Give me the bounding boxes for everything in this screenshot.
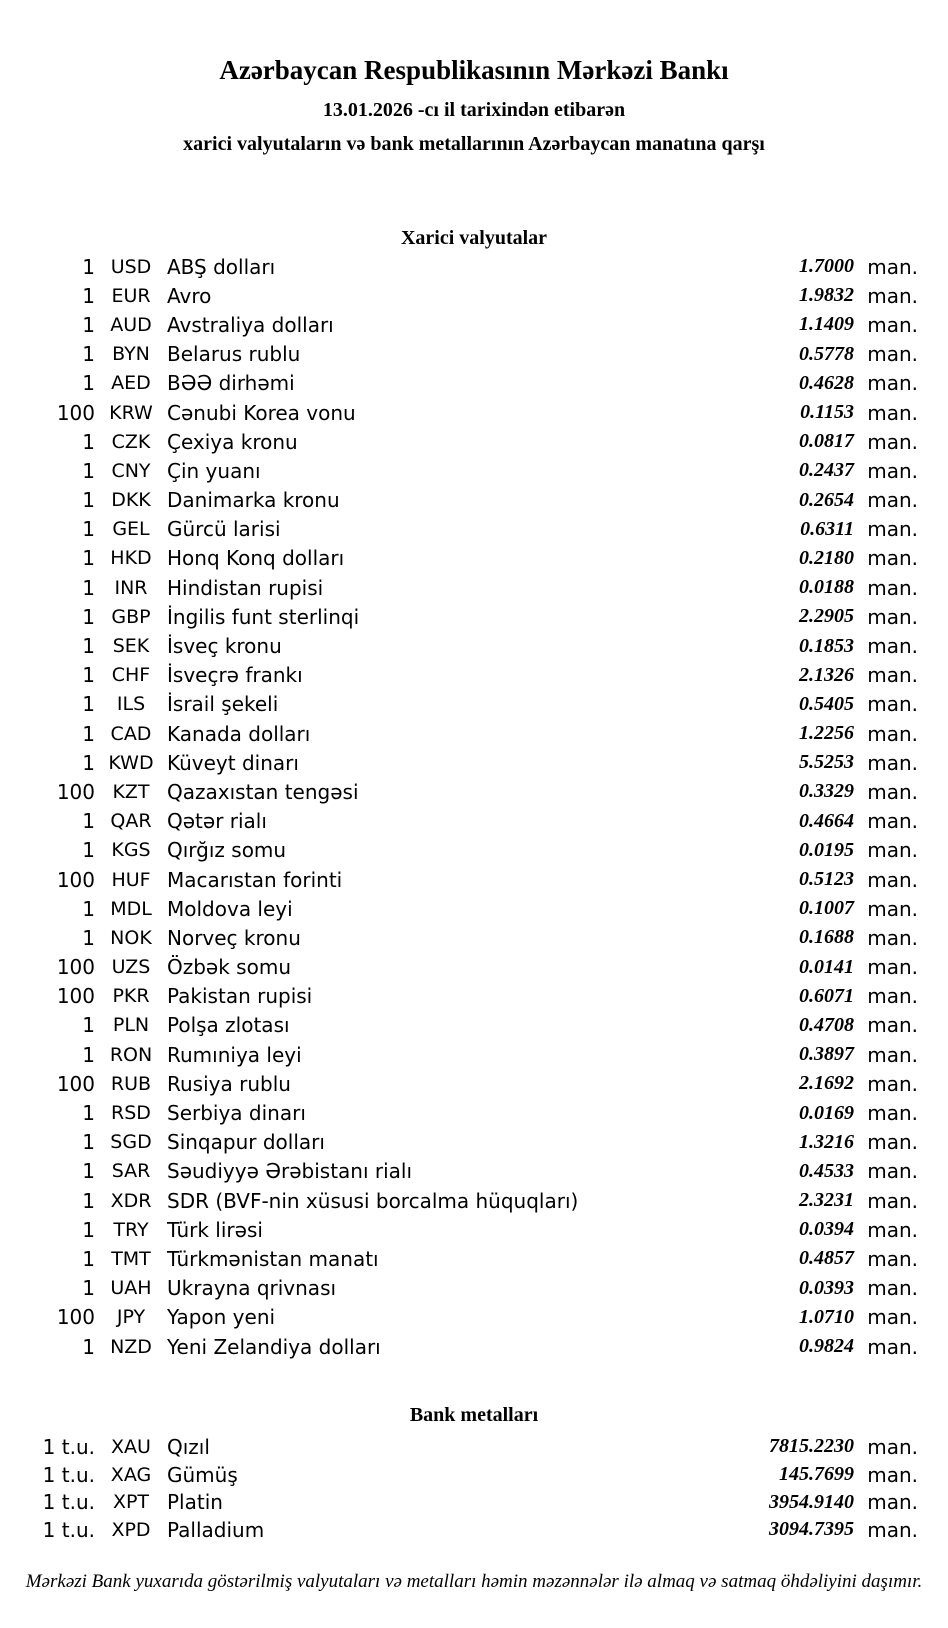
row-quantity: 1 bbox=[82, 838, 95, 863]
row-rate-value: 0.3329 bbox=[799, 780, 854, 803]
row-currency-code: MDL bbox=[110, 897, 152, 920]
row-rate-value: 1.0710 bbox=[799, 1305, 854, 1328]
row-currency-code: UZS bbox=[111, 956, 151, 979]
row-currency-code: XPD bbox=[111, 1518, 151, 1541]
row-currency-code: XAG bbox=[110, 1463, 152, 1486]
row-rate-value: 0.4664 bbox=[799, 809, 854, 832]
row-rate-value: 5.5253 bbox=[799, 751, 854, 774]
row-rate-value: 1.3216 bbox=[799, 1130, 854, 1153]
table-row bbox=[0, 690, 918, 719]
row-unit-label: man. bbox=[867, 342, 918, 367]
table-row bbox=[0, 1215, 918, 1244]
row-currency-code: XDR bbox=[110, 1189, 152, 1212]
row-currency-code: ILS bbox=[116, 693, 146, 716]
row-unit-label: man. bbox=[867, 575, 918, 600]
table-row bbox=[0, 1461, 918, 1489]
table-row bbox=[0, 1303, 918, 1332]
row-currency-code: XAU bbox=[111, 1435, 151, 1458]
table-row bbox=[0, 777, 918, 806]
row-quantity: 1 bbox=[82, 692, 95, 717]
row-currency-name: SDR (BVF-nin xüsusi borcalma hüquqları) bbox=[167, 1188, 579, 1213]
row-rate-value: 0.5123 bbox=[799, 868, 854, 891]
row-currency-name: Palladium bbox=[167, 1517, 265, 1542]
row-currency-code: XPT bbox=[112, 1491, 150, 1514]
row-rate-value: 0.1007 bbox=[799, 897, 854, 920]
table-row bbox=[0, 602, 918, 631]
row-currency-name: Hindistan rupisi bbox=[167, 575, 324, 600]
row-rate-value: 0.0394 bbox=[799, 1218, 854, 1241]
row-quantity: 1 bbox=[82, 1246, 95, 1271]
row-rate-value: 0.0195 bbox=[799, 838, 854, 861]
row-quantity: 1 bbox=[82, 312, 95, 337]
row-currency-name: Moldova leyi bbox=[167, 896, 293, 921]
bulletin-subtitle: xarici valyutaların və bank metallarının Azərbaycan manatına qarşı bbox=[183, 133, 765, 155]
row-currency-code: HUF bbox=[111, 868, 151, 891]
row-currency-name: Küveyt dinarı bbox=[167, 750, 299, 775]
row-currency-name: İsveç kronu bbox=[167, 634, 282, 659]
row-unit-label: man. bbox=[867, 1071, 918, 1096]
row-quantity: 1 bbox=[82, 546, 95, 571]
table-row bbox=[0, 1244, 918, 1273]
table-row bbox=[0, 1098, 918, 1127]
row-rate-value: 1.9832 bbox=[799, 284, 854, 307]
row-quantity: 1 t.u. bbox=[42, 1434, 95, 1459]
table-row bbox=[0, 1433, 918, 1461]
table-row bbox=[0, 398, 918, 427]
row-unit-label: man. bbox=[867, 1159, 918, 1184]
row-rate-value: 0.0169 bbox=[799, 1101, 854, 1124]
row-unit-label: man. bbox=[867, 750, 918, 775]
row-currency-code: RUB bbox=[110, 1072, 152, 1095]
table-row bbox=[0, 340, 918, 369]
row-quantity: 100 bbox=[56, 1305, 95, 1330]
row-currency-code: QAR bbox=[110, 810, 152, 833]
row-rate-value: 0.4533 bbox=[799, 1159, 854, 1182]
row-quantity: 1 bbox=[82, 663, 95, 688]
row-unit-label: man. bbox=[867, 371, 918, 396]
row-unit-label: man. bbox=[867, 1305, 918, 1330]
row-currency-name: Cənubi Korea vonu bbox=[167, 400, 356, 425]
row-quantity: 1 bbox=[82, 517, 95, 542]
row-quantity: 1 bbox=[82, 896, 95, 921]
table-row bbox=[0, 486, 918, 515]
row-currency-name: Avro bbox=[167, 283, 212, 308]
table-row bbox=[0, 661, 918, 690]
row-currency-code: CHF bbox=[111, 664, 151, 687]
row-currency-code: CAD bbox=[110, 722, 152, 745]
row-rate-value: 0.0141 bbox=[799, 955, 854, 978]
row-rate-value: 0.0188 bbox=[799, 576, 854, 599]
row-quantity: 1 bbox=[82, 1188, 95, 1213]
row-currency-code: UAH bbox=[110, 1277, 152, 1300]
table-row bbox=[0, 982, 918, 1011]
row-unit-label: man. bbox=[867, 925, 918, 950]
row-rate-value: 0.9824 bbox=[799, 1335, 854, 1358]
row-rate-value: 0.1688 bbox=[799, 926, 854, 949]
row-quantity: 100 bbox=[56, 1071, 95, 1096]
row-currency-name: Çin yuanı bbox=[167, 458, 261, 483]
row-currency-code: CNY bbox=[111, 459, 151, 482]
table-row bbox=[0, 573, 918, 602]
row-unit-label: man. bbox=[867, 604, 918, 629]
row-quantity: 1 bbox=[82, 488, 95, 513]
table-row bbox=[0, 515, 918, 544]
row-currency-code: RON bbox=[109, 1043, 153, 1066]
row-currency-name: Platin bbox=[167, 1490, 223, 1515]
row-currency-name: Belarus rublu bbox=[167, 342, 301, 367]
row-currency-name: İngilis funt sterlinqi bbox=[167, 604, 360, 629]
table-row bbox=[0, 544, 918, 573]
row-rate-value: 0.4708 bbox=[799, 1013, 854, 1036]
bank-title: Azərbaycan Respublikasının Mərkəzi Bankı bbox=[219, 55, 729, 85]
row-currency-code: NOK bbox=[110, 926, 152, 949]
table-row bbox=[0, 456, 918, 485]
row-quantity: 1 bbox=[82, 429, 95, 454]
row-unit-label: man. bbox=[867, 458, 918, 483]
row-quantity: 1 bbox=[82, 809, 95, 834]
row-unit-label: man. bbox=[867, 1434, 918, 1459]
row-unit-label: man. bbox=[867, 1490, 918, 1515]
row-rate-value: 2.3231 bbox=[799, 1189, 854, 1212]
metals-section-title: Bank metalları bbox=[409, 1404, 539, 1426]
row-unit-label: man. bbox=[867, 955, 918, 980]
table-row bbox=[0, 894, 918, 923]
row-currency-code: JPY bbox=[116, 1306, 146, 1329]
row-rate-value: 0.2437 bbox=[799, 459, 854, 482]
row-currency-code: SEK bbox=[112, 635, 150, 658]
row-quantity: 1 bbox=[82, 1101, 95, 1126]
row-rate-value: 0.2654 bbox=[799, 488, 854, 511]
table-row bbox=[0, 1186, 918, 1215]
row-unit-label: man. bbox=[867, 1101, 918, 1126]
row-quantity: 1 bbox=[82, 604, 95, 629]
row-rate-value: 1.2256 bbox=[799, 722, 854, 745]
table-row bbox=[0, 865, 918, 894]
row-rate-value: 3094.7395 bbox=[769, 1518, 854, 1541]
row-unit-label: man. bbox=[867, 1013, 918, 1038]
table-row bbox=[0, 427, 918, 456]
row-rate-value: 2.1692 bbox=[799, 1072, 854, 1095]
row-currency-code: SAR bbox=[111, 1160, 151, 1183]
row-unit-label: man. bbox=[867, 721, 918, 746]
table-row bbox=[0, 369, 918, 398]
table-row bbox=[0, 1488, 918, 1516]
row-currency-name: Səudiyyə Ərəbistanı rialı bbox=[167, 1159, 413, 1184]
row-unit-label: man. bbox=[867, 1276, 918, 1301]
row-unit-label: man. bbox=[867, 692, 918, 717]
row-currency-code: KRW bbox=[109, 401, 153, 424]
row-currency-name: Serbiya dinarı bbox=[167, 1101, 306, 1126]
row-quantity: 100 bbox=[56, 400, 95, 425]
row-quantity: 1 bbox=[82, 721, 95, 746]
table-row bbox=[0, 807, 918, 836]
row-unit-label: man. bbox=[867, 1042, 918, 1067]
row-rate-value: 0.5778 bbox=[799, 342, 854, 365]
row-currency-code: KGS bbox=[111, 839, 151, 862]
row-currency-code: KWD bbox=[108, 751, 154, 774]
row-currency-name: Türkmənistan manatı bbox=[167, 1246, 379, 1271]
row-currency-name: Norveç kronu bbox=[167, 925, 301, 950]
row-currency-name: Yeni Zelandiya dolları bbox=[167, 1334, 381, 1359]
row-currency-code: BYN bbox=[112, 343, 150, 366]
row-unit-label: man. bbox=[867, 663, 918, 688]
table-row bbox=[0, 281, 918, 310]
row-currency-code: PLN bbox=[112, 1014, 150, 1037]
row-unit-label: man. bbox=[867, 1334, 918, 1359]
row-quantity: 1 t.u. bbox=[42, 1517, 95, 1542]
metal-rates-table bbox=[0, 1433, 918, 1544]
table-row bbox=[0, 923, 918, 952]
row-unit-label: man. bbox=[867, 517, 918, 542]
row-rate-value: 2.1326 bbox=[799, 663, 854, 686]
row-rate-value: 0.4628 bbox=[799, 371, 854, 394]
row-quantity: 1 bbox=[82, 371, 95, 396]
table-row bbox=[0, 953, 918, 982]
row-unit-label: man. bbox=[867, 838, 918, 863]
row-currency-name: Qızıl bbox=[167, 1434, 210, 1459]
row-unit-label: man. bbox=[867, 1462, 918, 1487]
row-currency-name: Özbək somu bbox=[167, 955, 291, 980]
row-rate-value: 3954.9140 bbox=[769, 1490, 854, 1513]
row-rate-value: 0.0817 bbox=[799, 430, 854, 453]
row-rate-value: 0.6071 bbox=[799, 984, 854, 1007]
row-unit-label: man. bbox=[867, 634, 918, 659]
row-currency-name: Gümüş bbox=[167, 1462, 238, 1487]
row-currency-name: Macarıstan forinti bbox=[167, 867, 343, 892]
row-currency-code: PKR bbox=[112, 985, 150, 1008]
row-unit-label: man. bbox=[867, 312, 918, 337]
row-quantity: 1 bbox=[82, 342, 95, 367]
row-quantity: 1 bbox=[82, 1042, 95, 1067]
row-unit-label: man. bbox=[867, 779, 918, 804]
row-quantity: 100 bbox=[56, 779, 95, 804]
effective-date-line: 13.01.2026 -cı il tarixindən etibarən bbox=[322, 99, 626, 121]
row-currency-name: Sinqapur dolları bbox=[167, 1130, 325, 1155]
row-currency-name: Avstraliya dolları bbox=[167, 312, 334, 337]
table-row bbox=[0, 252, 918, 281]
row-quantity: 1 bbox=[82, 1159, 95, 1184]
row-unit-label: man. bbox=[867, 546, 918, 571]
row-rate-value: 7815.2230 bbox=[769, 1435, 854, 1458]
row-unit-label: man. bbox=[867, 984, 918, 1009]
row-currency-code: TRY bbox=[113, 1218, 149, 1241]
row-quantity: 1 t.u. bbox=[42, 1462, 95, 1487]
table-row bbox=[0, 836, 918, 865]
row-currency-name: Gürcü larisi bbox=[167, 517, 281, 542]
row-quantity: 100 bbox=[56, 955, 95, 980]
row-rate-value: 0.1853 bbox=[799, 634, 854, 657]
table-row bbox=[0, 1040, 918, 1069]
table-row bbox=[0, 310, 918, 339]
row-quantity: 1 bbox=[82, 254, 95, 279]
row-quantity: 1 bbox=[82, 1334, 95, 1359]
row-rate-value: 0.2180 bbox=[799, 546, 854, 569]
table-row bbox=[0, 1069, 918, 1098]
row-unit-label: man. bbox=[867, 1217, 918, 1242]
row-currency-name: Kanada dolları bbox=[167, 721, 311, 746]
row-currency-name: Çexiya kronu bbox=[167, 429, 298, 454]
row-unit-label: man. bbox=[867, 400, 918, 425]
row-rate-value: 0.0393 bbox=[799, 1276, 854, 1299]
row-quantity: 1 bbox=[82, 283, 95, 308]
row-currency-code: GBP bbox=[111, 605, 151, 628]
row-currency-code: AED bbox=[111, 372, 151, 395]
table-row bbox=[0, 719, 918, 748]
row-currency-code: HKD bbox=[110, 547, 152, 570]
row-quantity: 100 bbox=[56, 867, 95, 892]
row-currency-name: Polşa zlotası bbox=[167, 1013, 290, 1038]
row-quantity: 1 t.u. bbox=[42, 1490, 95, 1515]
row-rate-value: 145.7699 bbox=[779, 1463, 854, 1486]
row-rate-value: 1.7000 bbox=[799, 255, 854, 278]
row-currency-name: Rumıniya leyi bbox=[167, 1042, 302, 1067]
row-rate-value: 0.5405 bbox=[799, 692, 854, 715]
row-currency-name: Pakistan rupisi bbox=[167, 984, 313, 1009]
row-currency-name: ABŞ dolları bbox=[167, 254, 276, 279]
row-quantity: 1 bbox=[82, 750, 95, 775]
row-currency-name: Qırğız somu bbox=[167, 838, 287, 863]
table-row bbox=[0, 1157, 918, 1186]
currencies-section-title: Xarici valyutalar bbox=[400, 227, 548, 249]
row-currency-code: USD bbox=[110, 255, 152, 278]
row-rate-value: 0.3897 bbox=[799, 1043, 854, 1066]
row-quantity: 1 bbox=[82, 458, 95, 483]
row-currency-name: Qazaxıstan tengəsi bbox=[167, 779, 359, 804]
row-currency-name: Türk lirəsi bbox=[167, 1217, 263, 1242]
row-unit-label: man. bbox=[867, 1517, 918, 1542]
row-unit-label: man. bbox=[867, 809, 918, 834]
row-quantity: 1 bbox=[82, 575, 95, 600]
row-quantity: 1 bbox=[82, 1217, 95, 1242]
row-quantity: 1 bbox=[82, 925, 95, 950]
row-currency-code: RSD bbox=[111, 1102, 151, 1125]
table-row bbox=[0, 1516, 918, 1544]
row-unit-label: man. bbox=[867, 488, 918, 513]
row-quantity: 100 bbox=[56, 984, 95, 1009]
row-unit-label: man. bbox=[867, 1246, 918, 1271]
currency-rates-table bbox=[0, 252, 918, 1361]
row-unit-label: man. bbox=[867, 429, 918, 454]
row-currency-name: Qətər rialı bbox=[167, 809, 267, 834]
row-currency-code: DKK bbox=[111, 489, 151, 512]
row-unit-label: man. bbox=[867, 283, 918, 308]
row-currency-code: TMT bbox=[111, 1247, 151, 1270]
row-currency-name: Rusiya rublu bbox=[167, 1071, 291, 1096]
row-currency-name: Honq Konq dolları bbox=[167, 546, 345, 571]
table-row bbox=[0, 1274, 918, 1303]
row-quantity: 1 bbox=[82, 634, 95, 659]
row-currency-code: KZT bbox=[112, 780, 150, 803]
row-unit-label: man. bbox=[867, 1130, 918, 1155]
row-currency-name: Ukrayna qrivnası bbox=[167, 1276, 337, 1301]
table-row bbox=[0, 748, 918, 777]
row-currency-name: BƏƏ dirhəmi bbox=[167, 371, 295, 396]
row-currency-code: INR bbox=[114, 576, 148, 599]
row-currency-code: CZK bbox=[111, 430, 151, 453]
row-unit-label: man. bbox=[867, 867, 918, 892]
disclaimer-text: Mərkəzi Bank yuxarıda göstərilmiş valyutaları və metalları həmin məzənnələr ilə almaq və satmaq öhdəliyini daşımır. bbox=[25, 1571, 923, 1592]
row-currency-code: EUR bbox=[111, 284, 151, 307]
table-row bbox=[0, 631, 918, 660]
row-rate-value: 2.2905 bbox=[799, 605, 854, 628]
row-currency-name: İsrail şekeli bbox=[167, 692, 279, 717]
row-currency-code: NZD bbox=[110, 1335, 152, 1358]
row-rate-value: 0.6311 bbox=[800, 517, 854, 540]
row-currency-code: AUD bbox=[110, 313, 152, 336]
table-row bbox=[0, 1332, 918, 1361]
row-rate-value: 0.4857 bbox=[799, 1247, 854, 1270]
row-rate-value: 1.1409 bbox=[799, 313, 854, 336]
row-unit-label: man. bbox=[867, 1188, 918, 1213]
row-unit-label: man. bbox=[867, 896, 918, 921]
table-row bbox=[0, 1011, 918, 1040]
row-currency-name: Yapon yeni bbox=[167, 1305, 276, 1330]
row-unit-label: man. bbox=[867, 254, 918, 279]
table-row bbox=[0, 1128, 918, 1157]
row-quantity: 1 bbox=[82, 1276, 95, 1301]
row-currency-name: İsveçrə frankı bbox=[167, 663, 303, 688]
row-currency-name: Danimarka kronu bbox=[167, 488, 340, 513]
row-quantity: 1 bbox=[82, 1013, 95, 1038]
row-currency-code: SGD bbox=[110, 1131, 152, 1154]
row-rate-value: 0.1153 bbox=[800, 401, 854, 424]
row-currency-code: GEL bbox=[112, 518, 150, 541]
row-quantity: 1 bbox=[82, 1130, 95, 1155]
